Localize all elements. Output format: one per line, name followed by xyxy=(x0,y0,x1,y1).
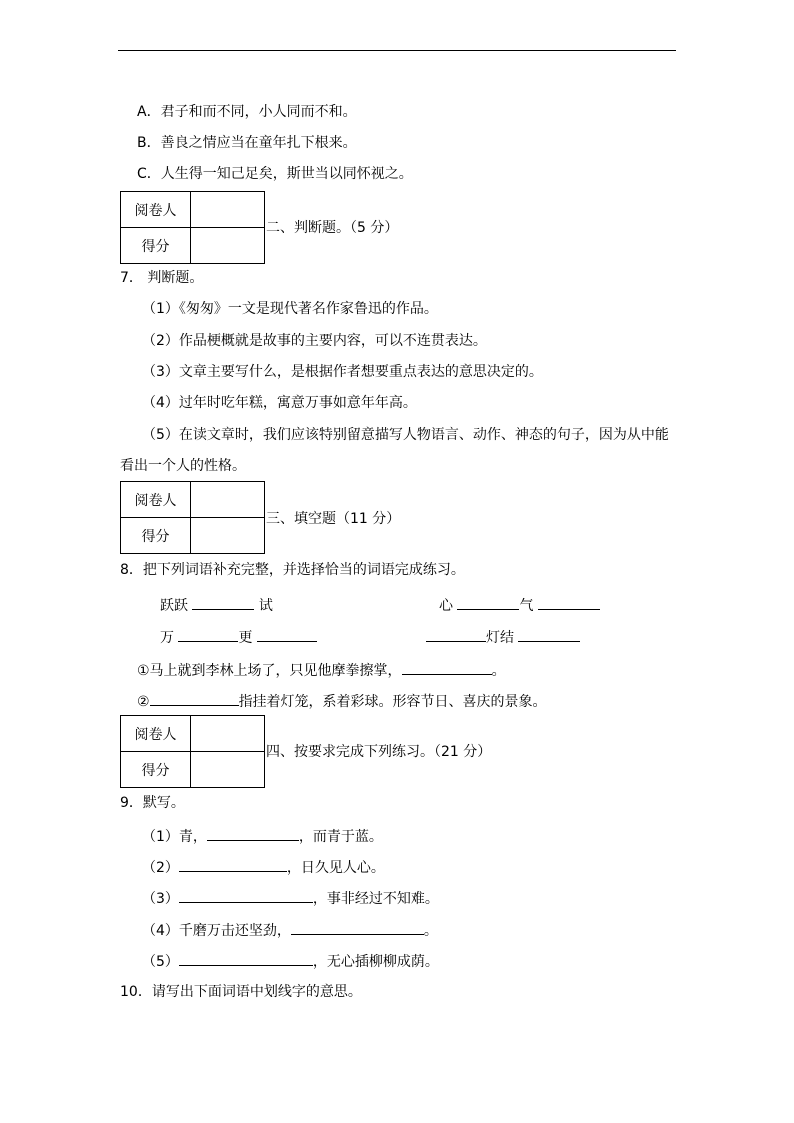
blank[interactable] xyxy=(538,595,600,610)
blank[interactable] xyxy=(257,627,317,642)
q8-word-1 xyxy=(160,595,273,614)
q9-item-5 xyxy=(142,951,439,970)
section-3-title: 三、填空题（11 分） xyxy=(266,511,401,527)
blank[interactable] xyxy=(179,951,313,966)
q8-w2a: 心 xyxy=(439,598,453,614)
blank[interactable] xyxy=(150,691,239,706)
q8-w3b: 更 xyxy=(238,630,253,646)
q8-w3a: 万 xyxy=(160,630,174,646)
q9-item-1 xyxy=(142,826,383,845)
q9-item-4 xyxy=(142,920,438,939)
q8-sentence-2 xyxy=(137,691,547,710)
reviewer-cell xyxy=(191,192,265,228)
q9-p1b: ，而青于蓝。 xyxy=(298,829,383,845)
q8-word-4 xyxy=(426,627,580,646)
blank[interactable] xyxy=(402,660,492,675)
blank[interactable] xyxy=(426,627,486,642)
q7-item-3: （3）文章主要写什么，是根据作者想要重点表达的意思决定的。 xyxy=(142,364,543,380)
blank[interactable] xyxy=(518,627,580,642)
q9-p5a: （5） xyxy=(142,954,179,970)
q7-item-5: （5）在读文章时，我们应该特别留意描写人物语言、动作、神态的句子，因为从中能 xyxy=(142,427,669,443)
section-2-title: 二、判断题。（5 分） xyxy=(266,220,399,236)
q8-s2b: 指挂着灯笼，系着彩球。形容节日、喜庆的景象。 xyxy=(238,694,547,710)
reviewer-label: 阅卷人 xyxy=(121,482,191,518)
q7-title: 7． 判断题。 xyxy=(120,270,204,286)
score-cell xyxy=(191,228,265,264)
q8-s1a: ①马上就到李林上场了，只见他摩拳擦掌， xyxy=(137,663,402,679)
score-label: 得分 xyxy=(121,752,191,788)
q9-item-2 xyxy=(142,857,385,876)
q9-p2b: ，日久见人心。 xyxy=(286,860,385,876)
blank[interactable] xyxy=(291,920,424,935)
q8-title: 8．把下列词语补充完整，并选择恰当的词语完成练习。 xyxy=(120,562,465,578)
q9-p3b: ，事非经过不知难。 xyxy=(312,891,439,907)
score-label: 得分 xyxy=(121,518,191,554)
q8-w1a: 跃跃 xyxy=(160,598,188,614)
score-cell xyxy=(191,518,265,554)
reviewer-label: 阅卷人 xyxy=(121,716,191,752)
q8-s1b: 。 xyxy=(491,663,506,679)
score-box xyxy=(120,481,265,554)
q8-w2b: 气 xyxy=(519,598,534,614)
reviewer-cell xyxy=(191,716,265,752)
blank[interactable] xyxy=(207,826,299,841)
q7-item-4: （4）过年时吃年糕，寓意万事如意年年高。 xyxy=(142,395,417,411)
q8-sentence-1 xyxy=(137,660,506,679)
q10-title: 10．请写出下面词语中划线字的意思。 xyxy=(120,984,362,1000)
option-a: A．君子和而不同，小人同而不和。 xyxy=(137,104,357,120)
score-cell xyxy=(191,752,265,788)
blank[interactable] xyxy=(179,888,313,903)
q8-word-2 xyxy=(439,595,600,614)
section-4-title: 四、按要求完成下列练习。（21 分） xyxy=(266,744,492,760)
q9-p5b: ，无心插柳柳成荫。 xyxy=(312,954,439,970)
score-box xyxy=(120,191,265,264)
blank[interactable] xyxy=(192,595,254,610)
q8-s2a: ② xyxy=(137,694,150,710)
q7-item-5-cont: 看出一个人的性格。 xyxy=(120,458,246,474)
q9-p1a: （1）青， xyxy=(142,829,207,845)
reviewer-label: 阅卷人 xyxy=(121,192,191,228)
q8-word-3 xyxy=(160,627,317,646)
option-c: C．人生得一知己足矣，斯世当以同怀视之。 xyxy=(137,166,413,182)
q9-p4b: 。 xyxy=(423,923,438,939)
reviewer-cell xyxy=(191,482,265,518)
score-box xyxy=(120,715,265,788)
q9-title: 9．默写。 xyxy=(120,795,185,811)
q9-item-3 xyxy=(142,888,439,907)
q8-w4: 灯结 xyxy=(486,630,514,646)
q9-p2a: （2） xyxy=(142,860,179,876)
q9-p3a: （3） xyxy=(142,891,179,907)
blank[interactable] xyxy=(179,857,287,872)
score-label: 得分 xyxy=(121,228,191,264)
option-b: B．善良之情应当在童年扎下根来。 xyxy=(137,135,357,151)
blank[interactable] xyxy=(178,627,238,642)
header-rule xyxy=(118,50,676,51)
q7-item-1: （1）《匆匆》一文是现代著名作家鲁迅的作品。 xyxy=(142,301,438,317)
q8-w1b: 试 xyxy=(258,598,273,614)
q7-item-2: （2）作品梗概就是故事的主要内容，可以不连贯表达。 xyxy=(142,333,487,349)
blank[interactable] xyxy=(457,595,519,610)
q9-p4a: （4）千磨万击还坚劲， xyxy=(142,923,291,939)
